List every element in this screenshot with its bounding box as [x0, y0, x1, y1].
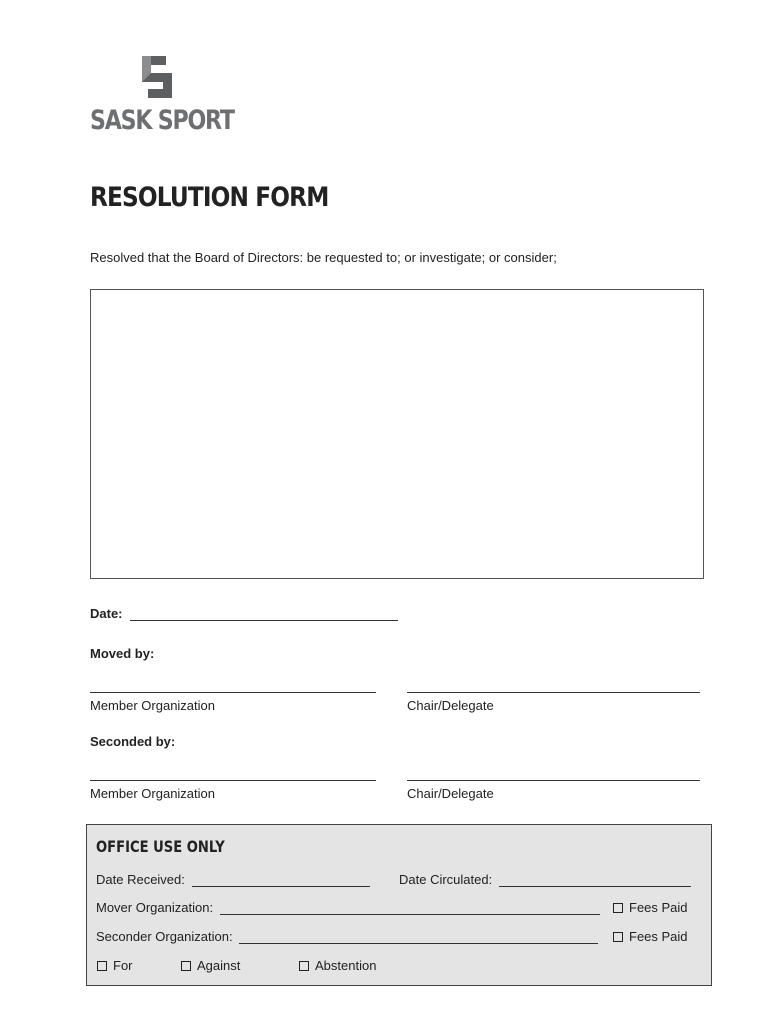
- seconder-organization-label: Seconder Organization:: [96, 929, 233, 944]
- seconder-fees-paid-checkbox[interactable]: [613, 929, 688, 944]
- seconded-by-member-org-line[interactable]: [90, 780, 376, 781]
- resolution-text-area[interactable]: [90, 289, 704, 579]
- mover-organization-label: Mover Organization:: [96, 900, 214, 915]
- vote-against-label: Against: [197, 958, 241, 973]
- mover-organization-field[interactable]: [96, 900, 600, 915]
- moved-by-chair-caption: Chair/Delegate: [407, 698, 494, 713]
- page-title: RESOLUTION FORM: [90, 182, 329, 213]
- date-label: Date:: [90, 606, 123, 621]
- office-use-only-title: OFFICE USE ONLY: [96, 837, 225, 856]
- checkbox-icon[interactable]: [97, 961, 107, 971]
- date-received-line[interactable]: [192, 874, 370, 887]
- seconded-by-chair-caption: Chair/Delegate: [407, 786, 494, 801]
- intro-text: Resolved that the Board of Directors: be requested to; or investigate; or consider;: [90, 250, 557, 265]
- moved-by-label: Moved by:: [90, 646, 155, 661]
- vote-against-checkbox[interactable]: [181, 958, 240, 973]
- date-field[interactable]: [90, 606, 398, 621]
- date-line[interactable]: [130, 608, 398, 621]
- date-circulated-field[interactable]: [399, 872, 691, 887]
- sask-sport-logo-mark-icon: [142, 56, 172, 98]
- mover-fees-paid-label: Fees Paid: [629, 900, 688, 915]
- moved-by-member-org-line[interactable]: [90, 692, 376, 693]
- seconded-by-chair-line[interactable]: [407, 780, 700, 781]
- checkbox-icon[interactable]: [181, 961, 191, 971]
- mover-fees-paid-checkbox[interactable]: [613, 900, 688, 915]
- logo-wordmark: SASK SPORT: [90, 105, 234, 136]
- office-use-only-panel: [86, 824, 712, 986]
- date-received-label: Date Received:: [96, 872, 185, 887]
- sask-sport-logo: [90, 56, 234, 140]
- vote-abstention-checkbox[interactable]: [299, 958, 376, 973]
- date-circulated-line[interactable]: [499, 874, 691, 887]
- seconded-by-member-org-caption: Member Organization: [90, 786, 215, 801]
- vote-for-checkbox[interactable]: [97, 958, 133, 973]
- mover-organization-line[interactable]: [220, 902, 600, 915]
- seconder-fees-paid-label: Fees Paid: [629, 929, 688, 944]
- moved-by-chair-line[interactable]: [407, 692, 700, 693]
- checkbox-icon[interactable]: [299, 961, 309, 971]
- seconded-by-label: Seconded by:: [90, 734, 176, 749]
- seconder-organization-field[interactable]: [96, 929, 598, 944]
- date-circulated-label: Date Circulated:: [399, 872, 493, 887]
- vote-abstention-label: Abstention: [315, 958, 377, 973]
- seconder-organization-line[interactable]: [239, 931, 598, 944]
- checkbox-icon[interactable]: [613, 903, 623, 913]
- checkbox-icon[interactable]: [613, 932, 623, 942]
- moved-by-member-org-caption: Member Organization: [90, 698, 215, 713]
- date-received-field[interactable]: [96, 872, 370, 887]
- vote-for-label: For: [113, 958, 133, 973]
